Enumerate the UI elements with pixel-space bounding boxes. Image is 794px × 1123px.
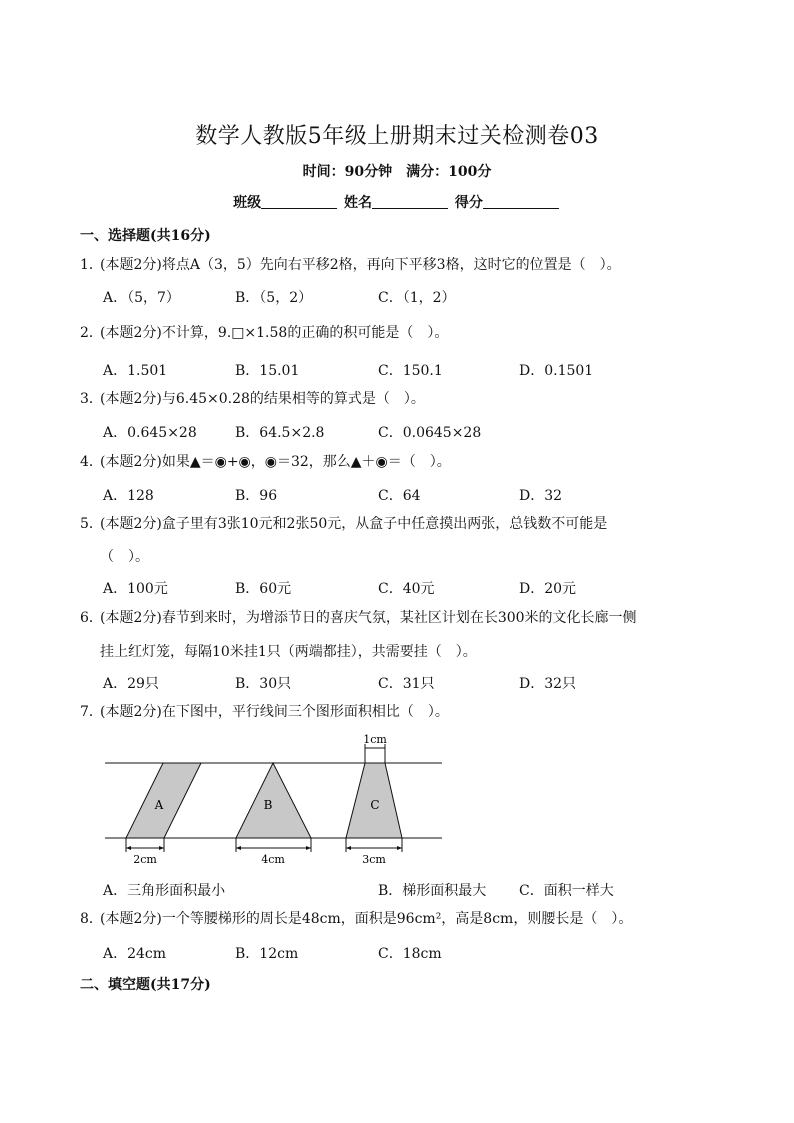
question: 3．(本题2分)与6.45×0.28的结果相等的算式是（ ）。 (80, 391, 425, 407)
question-continuation: （ ）。 (100, 549, 149, 565)
option: D．0.1501 (519, 363, 594, 379)
arrow-head (126, 846, 131, 850)
score-blank (483, 194, 559, 209)
option: B．12cm (235, 946, 299, 962)
shape-label-a: A (154, 798, 164, 812)
option: D．32 (519, 488, 563, 504)
option: C．40元 (378, 581, 435, 597)
section-title: 一、选择题(共16分) (80, 228, 211, 244)
arrow-head (159, 846, 164, 850)
option: C．0.0645×28 (378, 425, 482, 441)
options-row (103, 422, 703, 440)
option: A．100元 (103, 581, 168, 597)
options-row (103, 578, 703, 596)
option: B．96 (235, 488, 278, 504)
option: D．32只 (519, 676, 577, 692)
options-row (103, 943, 703, 961)
arrow-head (397, 846, 402, 850)
option: A．29只 (103, 676, 159, 692)
shape-label-b: B (263, 798, 273, 812)
question: 7．(本题2分)在下图中，平行线间三个图形面积相比（ ）。 (80, 704, 449, 720)
question: 2．(本题2分)不计算，9.□×1.58的正确的积可能是（ ）。 (80, 325, 449, 341)
arrow-head (236, 846, 241, 850)
triangle-b (236, 763, 311, 838)
exam-title: 数学人教版5年级上册期末过关检测卷03 (195, 124, 599, 149)
option: B．梯形面积最大 (378, 883, 487, 899)
options-row (103, 360, 703, 378)
dim-label-base-a: 2cm (133, 853, 157, 866)
name-label: 姓名 (344, 195, 372, 211)
option: A．（5，7） (103, 290, 180, 306)
shape-label-c: C (370, 798, 380, 812)
option: A．1.501 (103, 363, 168, 379)
option: A．三角形面积最小 (103, 883, 226, 899)
option: C．18cm (378, 946, 442, 962)
dim-label-base-b: 4cm (261, 853, 285, 866)
score-label: 得分 (454, 195, 483, 211)
section-title: 二、填空题(共17分) (80, 977, 211, 993)
question: 6．(本题2分)春节到来时，为增添节日的喜庆气氛，某社区计划在长300米的文化长廊一侧 (80, 610, 637, 626)
question: 4．(本题2分)如果▲＝◉+◉，◉＝32，那么▲＋◉＝（ ）。 (80, 454, 451, 470)
option: A．24cm (103, 946, 167, 962)
question-continuation: 挂上红灯笼，每隔10米挂1只（两端都挂），共需要挂（ ）。 (100, 644, 477, 660)
exam-subtitle: 时间：90分钟 满分：100分 (302, 164, 492, 180)
option: B．15.01 (235, 363, 300, 379)
option: A．0.645×28 (103, 425, 197, 441)
options-row (103, 287, 703, 305)
option: D．20元 (519, 581, 577, 597)
question: 5．(本题2分)盒子里有3张10元和2张50元，从盒子中任意摸出两张，总钱数不可能是 (80, 516, 608, 532)
option: C．64 (378, 488, 421, 504)
option: B．30只 (235, 676, 292, 692)
parallel-lines-figure (100, 730, 450, 870)
options-row (103, 880, 703, 898)
student-info-row (0, 192, 794, 212)
options-row (103, 485, 703, 503)
arrow-head (306, 846, 311, 850)
option: A．128 (103, 488, 154, 504)
option: B．60元 (235, 581, 292, 597)
dim-label-top-c: 1cm (363, 733, 387, 746)
question: 8．(本题2分)一个等腰梯形的周长是48cm，面积是96cm²，高是8cm，则腰长是（ ）。 (80, 911, 633, 927)
option: B．64.5×2.8 (235, 425, 325, 441)
class-label: 班级 (233, 195, 262, 211)
name-blank (372, 194, 448, 209)
dim-label-base-c: 3cm (362, 853, 386, 866)
class-blank (261, 194, 337, 209)
question: 1．(本题2分)将点A（3，5）先向右平移2格，再向下平移3格，这时它的位置是（ ）。 (80, 257, 621, 273)
option: C．面积一样大 (519, 883, 614, 899)
arrow-head (346, 846, 351, 850)
options-row (103, 673, 703, 691)
option: C．31只 (378, 676, 435, 692)
option: C．150.1 (378, 363, 443, 379)
parallelogram-a (126, 763, 201, 838)
option: C．（1，2） (378, 290, 456, 306)
option: B．（5，2） (235, 290, 313, 306)
